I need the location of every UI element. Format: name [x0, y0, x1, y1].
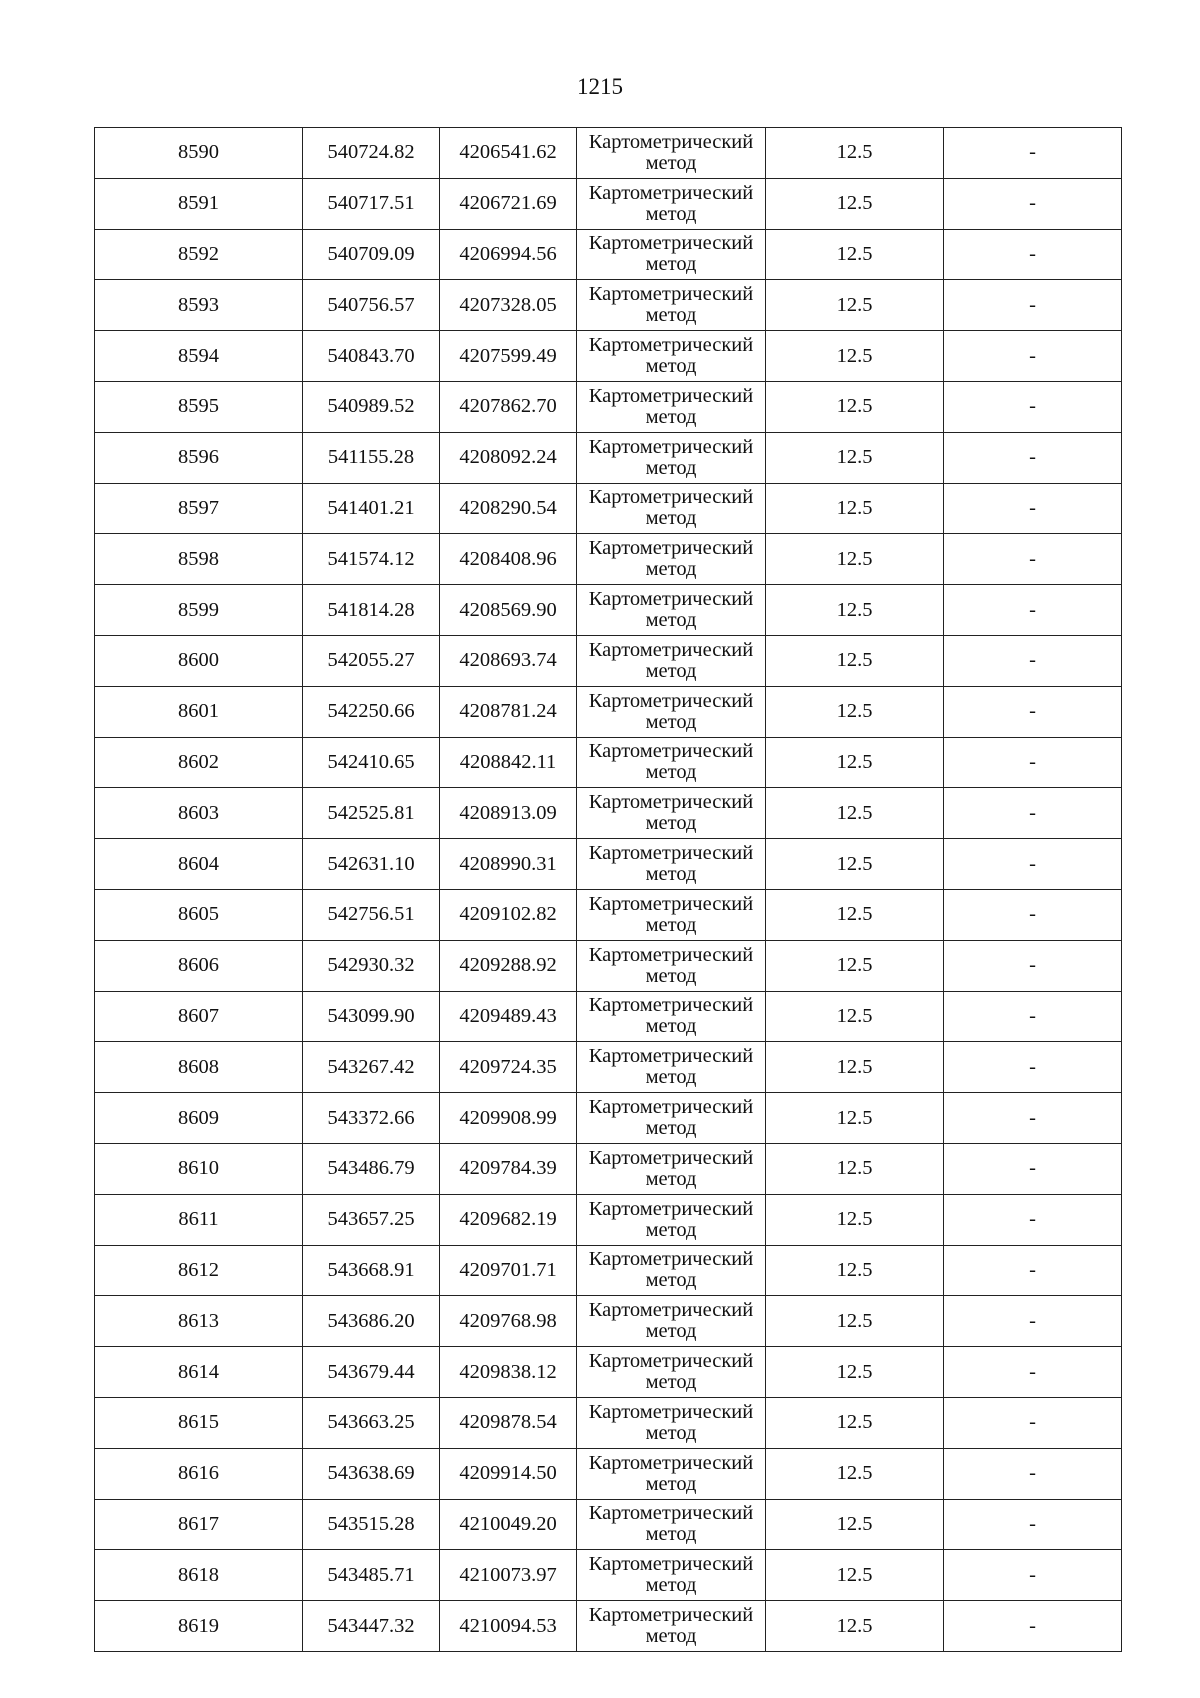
extra-cell: -	[944, 889, 1122, 940]
table-row	[95, 1143, 1122, 1194]
method-text: Картометрический	[588, 842, 754, 865]
extra-cell: -	[944, 432, 1122, 483]
table-row	[95, 381, 1122, 432]
method-text: Картометрический	[588, 1146, 754, 1169]
y-coordinate-cell: 4209838.12	[440, 1347, 577, 1398]
point-number-cell: 8607	[95, 991, 303, 1042]
y-coordinate-cell: 4209288.92	[440, 940, 577, 991]
x-coordinate-cell: 542756.51	[303, 889, 440, 940]
y-coordinate-cell: 4208092.24	[440, 432, 577, 483]
accuracy-cell: 12.5	[766, 991, 944, 1042]
y-coordinate-cell: 4208569.90	[440, 585, 577, 636]
accuracy-cell: 12.5	[766, 1296, 944, 1347]
accuracy-cell: 12.5	[766, 381, 944, 432]
method-text: метод	[645, 1218, 697, 1241]
extra-cell: -	[944, 1093, 1122, 1144]
accuracy-cell: 12.5	[766, 331, 944, 382]
table-row	[95, 737, 1122, 788]
method-text: Картометрический	[588, 384, 754, 407]
method-text: метод	[645, 1472, 697, 1495]
extra-cell: -	[944, 788, 1122, 839]
table-row	[95, 1296, 1122, 1347]
extra-cell: -	[944, 1042, 1122, 1093]
extra-cell: -	[944, 331, 1122, 382]
method-cell	[577, 229, 766, 280]
accuracy-cell: 12.5	[766, 178, 944, 229]
point-number-cell: 8609	[95, 1093, 303, 1144]
x-coordinate-cell: 540843.70	[303, 331, 440, 382]
table-row	[95, 940, 1122, 991]
method-text: метод	[645, 151, 697, 174]
y-coordinate-cell: 4209489.43	[440, 991, 577, 1042]
method-text: метод	[645, 1371, 697, 1394]
method-text: Картометрический	[588, 943, 754, 966]
table-row	[95, 1042, 1122, 1093]
method-cell	[577, 585, 766, 636]
point-number-cell: 8594	[95, 331, 303, 382]
point-number-cell: 8619	[95, 1601, 303, 1652]
method-text: метод	[645, 1269, 697, 1292]
method-cell	[577, 1194, 766, 1245]
extra-cell: -	[944, 1245, 1122, 1296]
extra-cell: -	[944, 635, 1122, 686]
point-number-cell: 8612	[95, 1245, 303, 1296]
method-cell	[577, 381, 766, 432]
accuracy-cell: 12.5	[766, 1143, 944, 1194]
table-row	[95, 178, 1122, 229]
x-coordinate-cell: 541401.21	[303, 483, 440, 534]
method-cell	[577, 788, 766, 839]
y-coordinate-cell: 4208693.74	[440, 635, 577, 686]
method-cell	[577, 1042, 766, 1093]
method-text: метод	[645, 1523, 697, 1546]
method-text: метод	[645, 710, 697, 733]
x-coordinate-cell: 543485.71	[303, 1550, 440, 1601]
table-row	[95, 1448, 1122, 1499]
point-number-cell: 8595	[95, 381, 303, 432]
x-coordinate-cell: 543686.20	[303, 1296, 440, 1347]
table-row	[95, 585, 1122, 636]
accuracy-cell: 12.5	[766, 1042, 944, 1093]
method-cell	[577, 178, 766, 229]
accuracy-cell: 12.5	[766, 686, 944, 737]
accuracy-cell: 12.5	[766, 788, 944, 839]
point-number-cell: 8596	[95, 432, 303, 483]
y-coordinate-cell: 4206994.56	[440, 229, 577, 280]
y-coordinate-cell: 4206541.62	[440, 128, 577, 179]
accuracy-cell: 12.5	[766, 432, 944, 483]
method-text: Картометрический	[588, 486, 754, 509]
accuracy-cell: 12.5	[766, 889, 944, 940]
method-text: метод	[645, 355, 697, 378]
table-row	[95, 839, 1122, 890]
extra-cell: -	[944, 1601, 1122, 1652]
method-text: метод	[645, 1625, 697, 1647]
extra-cell: -	[944, 839, 1122, 890]
table-row	[95, 1093, 1122, 1144]
method-cell	[577, 534, 766, 585]
method-text: Картометрический	[588, 1197, 754, 1220]
method-text: Картометрический	[588, 1451, 754, 1474]
point-number-cell: 8603	[95, 788, 303, 839]
x-coordinate-cell: 540709.09	[303, 229, 440, 280]
extra-cell: -	[944, 1499, 1122, 1550]
y-coordinate-cell: 4210049.20	[440, 1499, 577, 1550]
method-text: метод	[645, 456, 697, 479]
extra-cell: -	[944, 178, 1122, 229]
method-text: Картометрический	[588, 791, 754, 814]
method-text: Картометрический	[588, 1299, 754, 1322]
extra-cell: -	[944, 128, 1122, 179]
method-cell	[577, 1245, 766, 1296]
x-coordinate-cell: 543679.44	[303, 1347, 440, 1398]
x-coordinate-cell: 542250.66	[303, 686, 440, 737]
method-text: метод	[645, 659, 697, 682]
accuracy-cell: 12.5	[766, 280, 944, 331]
accuracy-cell: 12.5	[766, 483, 944, 534]
method-cell	[577, 1296, 766, 1347]
method-text: Картометрический	[588, 1350, 754, 1373]
table-row	[95, 889, 1122, 940]
extra-cell: -	[944, 534, 1122, 585]
extra-cell: -	[944, 686, 1122, 737]
x-coordinate-cell: 541574.12	[303, 534, 440, 585]
accuracy-cell: 12.5	[766, 635, 944, 686]
method-text: метод	[645, 913, 697, 936]
method-text: Картометрический	[588, 181, 754, 204]
extra-cell: -	[944, 229, 1122, 280]
extra-cell: -	[944, 1296, 1122, 1347]
table-row	[95, 331, 1122, 382]
point-number-cell: 8610	[95, 1143, 303, 1194]
y-coordinate-cell: 4209682.19	[440, 1194, 577, 1245]
method-text: метод	[645, 1320, 697, 1343]
extra-cell: -	[944, 991, 1122, 1042]
accuracy-cell: 12.5	[766, 1347, 944, 1398]
table-row	[95, 229, 1122, 280]
accuracy-cell: 12.5	[766, 940, 944, 991]
y-coordinate-cell: 4209701.71	[440, 1245, 577, 1296]
point-number-cell: 8616	[95, 1448, 303, 1499]
table-row	[95, 1601, 1122, 1652]
method-text: метод	[645, 812, 697, 835]
method-text: Картометрический	[588, 588, 754, 611]
table-row	[95, 483, 1122, 534]
point-number-cell: 8597	[95, 483, 303, 534]
accuracy-cell: 12.5	[766, 534, 944, 585]
method-text: метод	[645, 609, 697, 632]
method-cell	[577, 889, 766, 940]
method-text: Картометрический	[588, 283, 754, 306]
coordinates-table-body	[95, 128, 1122, 1652]
method-text: метод	[645, 964, 697, 987]
accuracy-cell: 12.5	[766, 229, 944, 280]
method-text: метод	[645, 253, 697, 276]
y-coordinate-cell: 4209784.39	[440, 1143, 577, 1194]
y-coordinate-cell: 4208290.54	[440, 483, 577, 534]
y-coordinate-cell: 4206721.69	[440, 178, 577, 229]
method-text: метод	[645, 1421, 697, 1444]
x-coordinate-cell: 541155.28	[303, 432, 440, 483]
method-text: Картометрический	[588, 1502, 754, 1525]
method-cell	[577, 635, 766, 686]
extra-cell: -	[944, 1397, 1122, 1448]
extra-cell: -	[944, 737, 1122, 788]
extra-cell: -	[944, 1550, 1122, 1601]
point-number-cell: 8599	[95, 585, 303, 636]
table-row	[95, 991, 1122, 1042]
y-coordinate-cell: 4208781.24	[440, 686, 577, 737]
method-text: Картометрический	[588, 994, 754, 1017]
method-text: метод	[645, 1574, 697, 1597]
accuracy-cell: 12.5	[766, 1194, 944, 1245]
x-coordinate-cell: 543486.79	[303, 1143, 440, 1194]
point-number-cell: 8611	[95, 1194, 303, 1245]
method-text: Картометрический	[588, 1045, 754, 1068]
y-coordinate-cell: 4209768.98	[440, 1296, 577, 1347]
extra-cell: -	[944, 280, 1122, 331]
method-cell	[577, 1499, 766, 1550]
point-number-cell: 8591	[95, 178, 303, 229]
method-text: Картометрический	[588, 1604, 754, 1626]
accuracy-cell: 12.5	[766, 128, 944, 179]
accuracy-cell: 12.5	[766, 839, 944, 890]
x-coordinate-cell: 543267.42	[303, 1042, 440, 1093]
page-number: 1215	[577, 74, 623, 99]
table-row	[95, 1347, 1122, 1398]
method-text: метод	[645, 1015, 697, 1038]
point-number-cell: 8614	[95, 1347, 303, 1398]
table-row	[95, 1194, 1122, 1245]
point-number-cell: 8605	[95, 889, 303, 940]
extra-cell: -	[944, 1448, 1122, 1499]
x-coordinate-cell: 542525.81	[303, 788, 440, 839]
extra-cell: -	[944, 940, 1122, 991]
y-coordinate-cell: 4209878.54	[440, 1397, 577, 1448]
point-number-cell: 8606	[95, 940, 303, 991]
y-coordinate-cell: 4208990.31	[440, 839, 577, 890]
point-number-cell: 8601	[95, 686, 303, 737]
extra-cell: -	[944, 1347, 1122, 1398]
y-coordinate-cell: 4207599.49	[440, 331, 577, 382]
method-cell	[577, 940, 766, 991]
point-number-cell: 8604	[95, 839, 303, 890]
point-number-cell: 8602	[95, 737, 303, 788]
y-coordinate-cell: 4207328.05	[440, 280, 577, 331]
y-coordinate-cell: 4209914.50	[440, 1448, 577, 1499]
table-row	[95, 128, 1122, 179]
point-number-cell: 8613	[95, 1296, 303, 1347]
x-coordinate-cell: 542055.27	[303, 635, 440, 686]
table-row	[95, 686, 1122, 737]
method-text: Картометрический	[588, 892, 754, 915]
method-text: метод	[645, 202, 697, 225]
extra-cell: -	[944, 381, 1122, 432]
method-text: Картометрический	[588, 1553, 754, 1576]
method-text: Картометрический	[588, 740, 754, 763]
method-cell	[577, 1397, 766, 1448]
y-coordinate-cell: 4208842.11	[440, 737, 577, 788]
method-cell	[577, 280, 766, 331]
method-cell	[577, 1143, 766, 1194]
method-text: Картометрический	[588, 689, 754, 712]
method-cell	[577, 1550, 766, 1601]
accuracy-cell: 12.5	[766, 1093, 944, 1144]
accuracy-cell: 12.5	[766, 585, 944, 636]
table-row	[95, 1499, 1122, 1550]
method-text: метод	[645, 405, 697, 428]
method-text: метод	[645, 761, 697, 784]
method-text: Картометрический	[588, 1248, 754, 1271]
accuracy-cell: 12.5	[766, 1550, 944, 1601]
x-coordinate-cell: 542631.10	[303, 839, 440, 890]
method-cell	[577, 839, 766, 890]
method-text: метод	[645, 863, 697, 886]
y-coordinate-cell: 4208913.09	[440, 788, 577, 839]
method-text: метод	[645, 1117, 697, 1140]
method-cell	[577, 737, 766, 788]
method-text: метод	[645, 304, 697, 327]
point-number-cell: 8592	[95, 229, 303, 280]
point-number-cell: 8615	[95, 1397, 303, 1448]
method-text: Картометрический	[588, 638, 754, 661]
method-text: Картометрический	[588, 1096, 754, 1119]
method-text: Картометрический	[588, 334, 754, 357]
accuracy-cell: 12.5	[766, 1499, 944, 1550]
method-text: Картометрический	[588, 537, 754, 560]
table-row	[95, 534, 1122, 585]
table-row	[95, 1397, 1122, 1448]
method-text: метод	[645, 558, 697, 581]
accuracy-cell: 12.5	[766, 1448, 944, 1499]
x-coordinate-cell: 543657.25	[303, 1194, 440, 1245]
x-coordinate-cell: 540756.57	[303, 280, 440, 331]
y-coordinate-cell: 4210073.97	[440, 1550, 577, 1601]
x-coordinate-cell: 540724.82	[303, 128, 440, 179]
x-coordinate-cell: 543447.32	[303, 1601, 440, 1652]
method-text: метод	[645, 507, 697, 530]
accuracy-cell: 12.5	[766, 737, 944, 788]
method-cell	[577, 128, 766, 179]
x-coordinate-cell: 543638.69	[303, 1448, 440, 1499]
accuracy-cell: 12.5	[766, 1397, 944, 1448]
accuracy-cell: 12.5	[766, 1245, 944, 1296]
method-cell	[577, 686, 766, 737]
method-text: Картометрический	[588, 1400, 754, 1423]
y-coordinate-cell: 4210094.53	[440, 1601, 577, 1652]
coordinates-table	[94, 127, 1122, 1652]
point-number-cell: 8590	[95, 128, 303, 179]
point-number-cell: 8598	[95, 534, 303, 585]
extra-cell: -	[944, 585, 1122, 636]
table-row	[95, 788, 1122, 839]
x-coordinate-cell: 542410.65	[303, 737, 440, 788]
y-coordinate-cell: 4209908.99	[440, 1093, 577, 1144]
method-cell	[577, 1601, 766, 1652]
method-cell	[577, 331, 766, 382]
method-cell	[577, 1093, 766, 1144]
method-cell	[577, 1347, 766, 1398]
point-number-cell: 8593	[95, 280, 303, 331]
method-cell	[577, 432, 766, 483]
point-number-cell: 8600	[95, 635, 303, 686]
x-coordinate-cell: 541814.28	[303, 585, 440, 636]
y-coordinate-cell: 4209102.82	[440, 889, 577, 940]
accuracy-cell: 12.5	[766, 1601, 944, 1652]
extra-cell: -	[944, 483, 1122, 534]
x-coordinate-cell: 543668.91	[303, 1245, 440, 1296]
x-coordinate-cell: 540717.51	[303, 178, 440, 229]
y-coordinate-cell: 4208408.96	[440, 534, 577, 585]
point-number-cell: 8618	[95, 1550, 303, 1601]
y-coordinate-cell: 4209724.35	[440, 1042, 577, 1093]
method-text: метод	[645, 1066, 697, 1089]
extra-cell: -	[944, 1194, 1122, 1245]
x-coordinate-cell: 543372.66	[303, 1093, 440, 1144]
x-coordinate-cell: 540989.52	[303, 381, 440, 432]
x-coordinate-cell: 542930.32	[303, 940, 440, 991]
table-row	[95, 635, 1122, 686]
extra-cell: -	[944, 1143, 1122, 1194]
method-text: метод	[645, 1167, 697, 1190]
table-row	[95, 432, 1122, 483]
point-number-cell: 8617	[95, 1499, 303, 1550]
x-coordinate-cell: 543663.25	[303, 1397, 440, 1448]
method-text: Картометрический	[588, 232, 754, 255]
x-coordinate-cell: 543099.90	[303, 991, 440, 1042]
table-row	[95, 280, 1122, 331]
method-cell	[577, 1448, 766, 1499]
method-text: Картометрический	[588, 435, 754, 458]
method-cell	[577, 483, 766, 534]
method-cell	[577, 991, 766, 1042]
x-coordinate-cell: 543515.28	[303, 1499, 440, 1550]
table-row	[95, 1550, 1122, 1601]
table-row	[95, 1245, 1122, 1296]
point-number-cell: 8608	[95, 1042, 303, 1093]
y-coordinate-cell: 4207862.70	[440, 381, 577, 432]
method-text: Картометрический	[588, 130, 754, 153]
